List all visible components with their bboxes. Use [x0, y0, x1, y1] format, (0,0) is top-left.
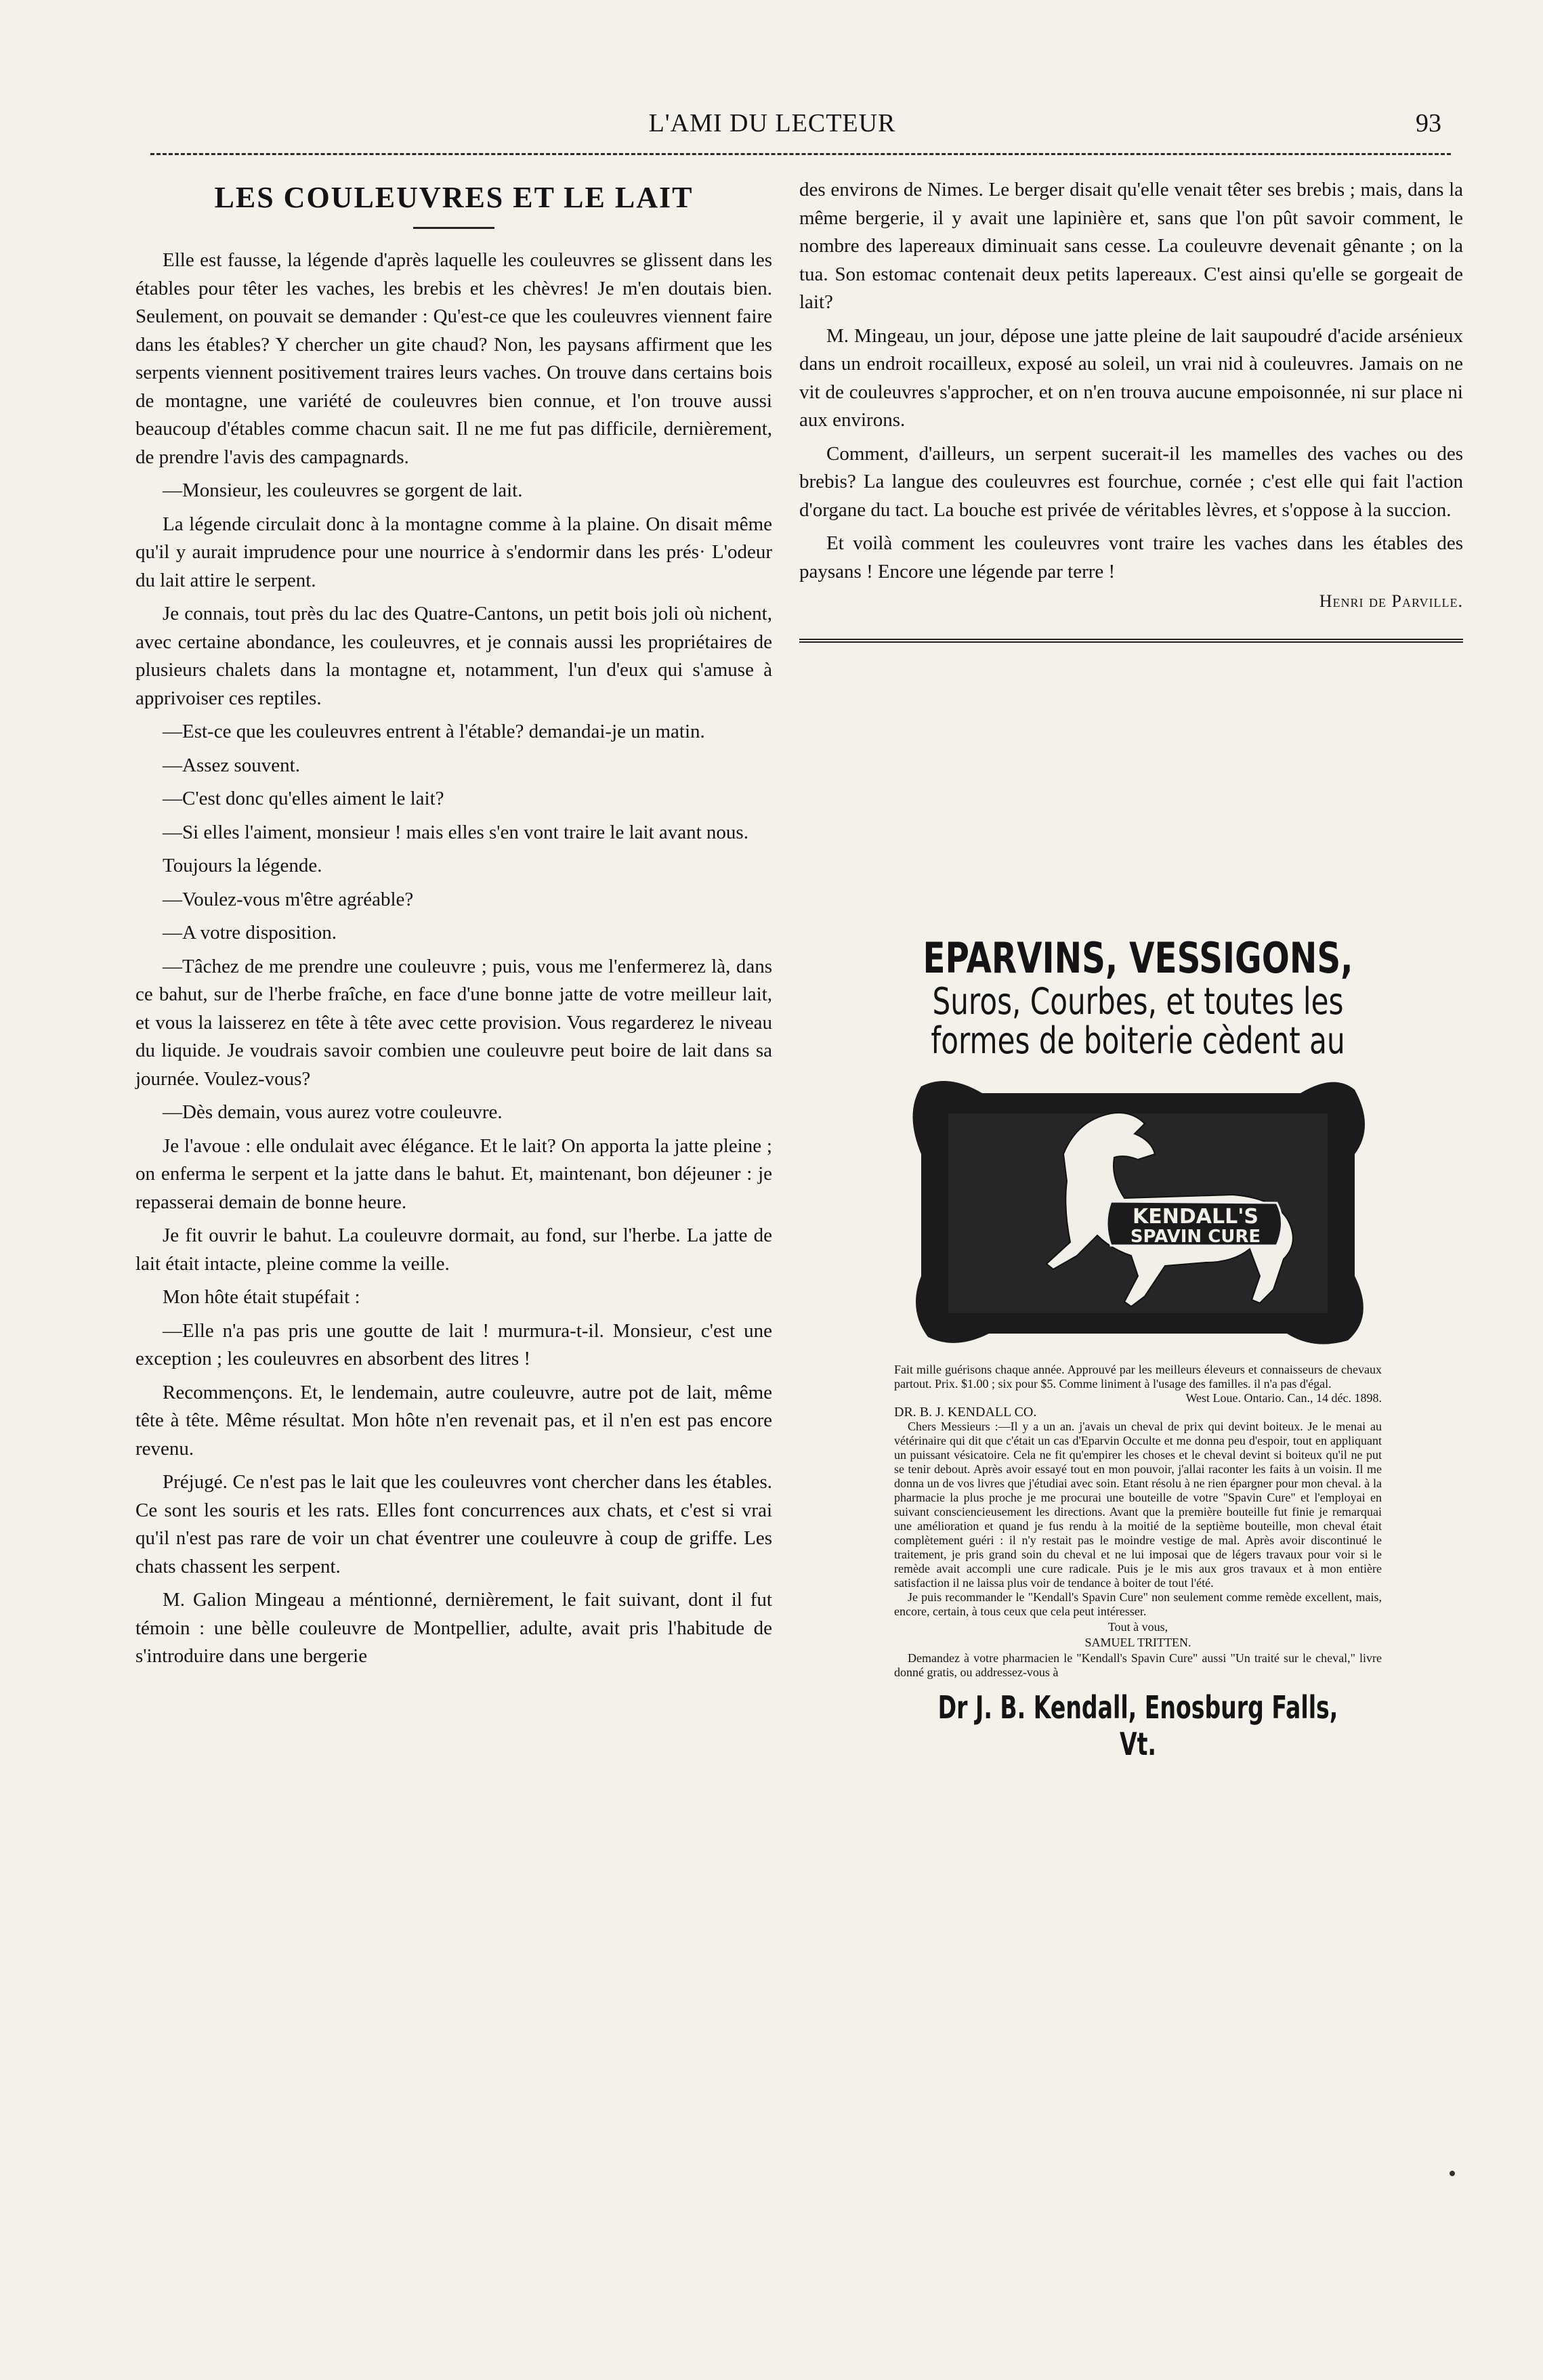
right-column [799, 176, 1463, 643]
article-paragraph: —A votre disposition. [163, 922, 337, 943]
horse-illustration [908, 1073, 1368, 1351]
article-paragraph: —Est-ce que les couleuvres entrent à l'étable? demandai-je un matin. [163, 721, 705, 742]
page-header [0, 108, 1543, 149]
article-paragraph: —Tâchez de me prendre une couleuvre ; puis, vous me l'enfermerez là, dans ce bahut, sur de l'herbe fraîche, en face d'une bonne jatte de votre meilleur lait, et vous la laisserez en tête à tête avec cette provision. Vous regarderez le niveau du liquide. Je voudrais savoir combien une couleuvre peut boire de lait dans sa journée. Voulez-vous? [135, 955, 772, 1090]
title-rule [413, 227, 494, 229]
ad-blurb: Fait mille guérisons chaque année. Approuvé par les meilleurs éleveurs et connaisseurs de chevaux partout. Prix. $1.00 ; six pour $5. Comme liniment à l'usage des familles. il n'a pas d'égal. [894, 1363, 1382, 1390]
article-paragraph: —Dès demain, vous aurez votre couleuvre. [163, 1101, 503, 1123]
section-separator [799, 639, 1463, 643]
article-paragraph: des environs de Nimes. Le berger disait qu'elle venait têter ses brebis ; mais, dans la même bergerie, il y avait une lapinière et, sans que l'on pût savoir comment, le nombre des lapereaux diminuait sans cesse. La couleuvre devenait gênante ; on la tua. Son estomac contenait deux petits lapereaux. C'est ainsi qu'elle se gorgeait de lait? [799, 179, 1463, 313]
advertisement [894, 935, 1382, 1762]
article-paragraph: —Voulez-vous m'être agréable? [163, 888, 414, 910]
article-paragraph: Elle est fausse, la légende d'après laquelle les couleuvres se glissent dans les étables pour têter les vaches, les brebis et les chèvres! Je m'en doutais bien. Seulement, on pouvait se demander : Qu'est-ce que les couleuvres viennent faire dans les étables? Y chercher un gite chaud? Non, les paysans affirment que les serpents viennent positivement traires leurs vaches. On trouve dans certains bois de montagne, une variété de couleuvres bien connue, et l'on trouve aussi beaucoup d'étables comme chacun sait. Il ne me fut pas difficile, dernièrement, de prendre l'avis des campagnards. [135, 249, 772, 468]
ad-subline-1: Suros, Courbes, et toutes les [932, 980, 1344, 1023]
ad-addressee: DR. B. J. KENDALL CO. [894, 1405, 1037, 1420]
ad-subline-2: formes de boiterie cèdent au [931, 1019, 1345, 1062]
article-paragraph: Et voilà comment les couleuvres vont traire les vaches dans les étables des paysans ! Encore une légende par terre ! [799, 532, 1463, 582]
article-paragraph: —Monsieur, les couleuvres se gorgent de lait. [163, 480, 523, 501]
ad-request: Demandez à votre pharmacien le "Kendall's Spavin Cure" aussi "Un traité sur le cheval," livre donné gratis, ou addressez-vous à [894, 1651, 1382, 1679]
article-paragraph: M. Mingeau, un jour, dépose une jatte pleine de lait saupoudré d'acide arsénieux dans un endroit rocailleux, exposé au soleil, un vrai nid à couleuvres. Jamais on ne vit de couleuvres s'approcher, et on n'en trouva aucune empoisonnée, ni sur place ni aux environs. [799, 324, 1463, 431]
article-paragraph: Recommençons. Et, le lendemain, autre couleuvre, autre pot de lait, même tête à tête. Même résultat. Mon hôte n'en revenait pas, et il n'en est pas encore revenu. [135, 1381, 772, 1460]
ad-signer: SAMUEL TRITTEN. [1084, 1636, 1191, 1649]
article-paragraph: Toujours la légende. [163, 855, 322, 876]
ad-closing: Tout à vous, [1107, 1620, 1168, 1634]
ad-heading: EPARVINS, VESSIGONS, [923, 933, 1353, 983]
article-paragraph: —Assez souvent. [163, 754, 300, 776]
header-rule [150, 153, 1451, 155]
ad-final-address: Dr J. B. Kendall, Enosburg Falls, Vt. [937, 1689, 1338, 1762]
ad-image-text-1: KENDALL'S [1133, 1205, 1259, 1229]
article-paragraph: Je connais, tout près du lac des Quatre-Cantons, un petit bois joli où nichent, avec certaine abondance, les couleuvres, et je connais aussi les propriétaires de plusieurs chalets dans la montagne et, notamment, l'un d'eux qui s'amuse à apprivoiser ces reptiles. [135, 603, 772, 709]
article-paragraph: Comment, d'ailleurs, un serpent sucerait-il les mamelles des vaches ou des brebis? La langue des couleuvres est fourchue, cornée ; c'est elle qui fait l'action d'organe du tact. La bouche est privée de véritables lèvres, et s'oppose à la succion. [799, 442, 1463, 521]
article-paragraph: Je l'avoue : elle ondulait avec élégance. Et le lait? On apporta la jatte pleine ; on enferma le serpent et la jatte dans le bahut. Et, maintenant, bon déjeuner : je repasserai demain de bonne heure. [135, 1134, 772, 1213]
article-paragraph: M. Galion Mingeau a méntionné, dernièrement, le fait suivant, dont il fut témoin : une bèlle couleuvre de Montpellier, adulte, avait pris l'habitude de s'introduire dans une bergerie [135, 1589, 772, 1667]
article-paragraph: Je fit ouvrir le bahut. La couleuvre dormait, au fond, sur l'herbe. La jatte de lait était intacte, pleine comme la veille. [135, 1225, 772, 1275]
article-title: LES COULEUVRES ET LE LAIT [214, 181, 694, 214]
page-number: 93 [1416, 109, 1441, 137]
article-paragraph: La légende circulait donc à la montagne comme à la plaine. On disait même qu'il y aurait imprudence pour une nourrice à s'endormir dans les prés· L'odeur du lait attire le serpent. [135, 513, 772, 591]
article-paragraph: —Si elles l'aiment, monsieur ! mais elles s'en vont traire le lait avant nous. [163, 821, 748, 843]
running-title: L'AMI DU LECTEUR [648, 109, 896, 137]
stray-mark [1450, 2171, 1455, 2176]
article-paragraph: —C'est donc qu'elles aiment le lait? [163, 788, 444, 809]
ad-letter-end: Je puis recommander le "Kendall's Spavin Cure" non seulement comme remède excellent, mais, encore, certain, à tous ceux que cela peut intéresser. [894, 1590, 1382, 1618]
author-signature: Henri de Parville. [1319, 591, 1463, 611]
article-paragraph: —Elle n'a pas pris une goutte de lait ! murmura-t-il. Monsieur, c'est une exception ; les couleuvres en absorbent des litres ! [135, 1319, 772, 1369]
ad-place-date: West Loue. Ontario. Can., 14 déc. 1898. [1185, 1391, 1382, 1405]
ad-image-text-2: SPAVIN CURE [1130, 1227, 1261, 1247]
ad-letter: Chers Messieurs :—Il y a un an. j'avais un cheval de prix qui devint boiteux. Je le menai au vétérinaire qui dit que c'était un cas d'Eparvin Occulte et me donna peu d'espoir, tout en appliquant un puissant vésicatoire. Cela ne fit qu'empirer les choses et le cheval devint si boiteux qu'il ne put se tenir debout. Après avoir essayé tout en mon pouvoir, j'allai raconter les faits à un voisin. Il me donna un de vos livres que j'étudiai avec soin. Etant résolu à ne rien épargner pour mon cheval. à la pharmacie la plus proche je me procurai une bouteille de votre "Spavin Cure" et l'employai en suivant consciencieusement les directions. Avant que la première bouteille fut finie je remarquai une amélioration et quand je fus rendu à la moitié de la septième bouteille, mon cheval était complètement guéri : il n'y restait pas le moindre vestige de mal. Après avoir discontinué le traitement, je pris grand soin du cheval et ne lui imposai que de légers travaux pour voir si le remède avait accompli une cure radicale. Puis je le mis aux gros travaux et à mon entière satisfaction il ne laissa plus voir de tendance à boiter de tout l'été. [894, 1420, 1382, 1590]
article-paragraph: Préjugé. Ce n'est pas le lait que les couleuvres vont chercher dans les étables. Ce sont les souris et les rats. Elles font concurrences aux chats, et c'est si vrai qu'il n'est pas rare de voir un chat éventrer une couleuvre à coup de griffe. Les chats chassent les serpent. [135, 1471, 772, 1577]
left-column [135, 176, 772, 1676]
article-paragraph: Mon hôte était stupéfait : [163, 1286, 360, 1308]
